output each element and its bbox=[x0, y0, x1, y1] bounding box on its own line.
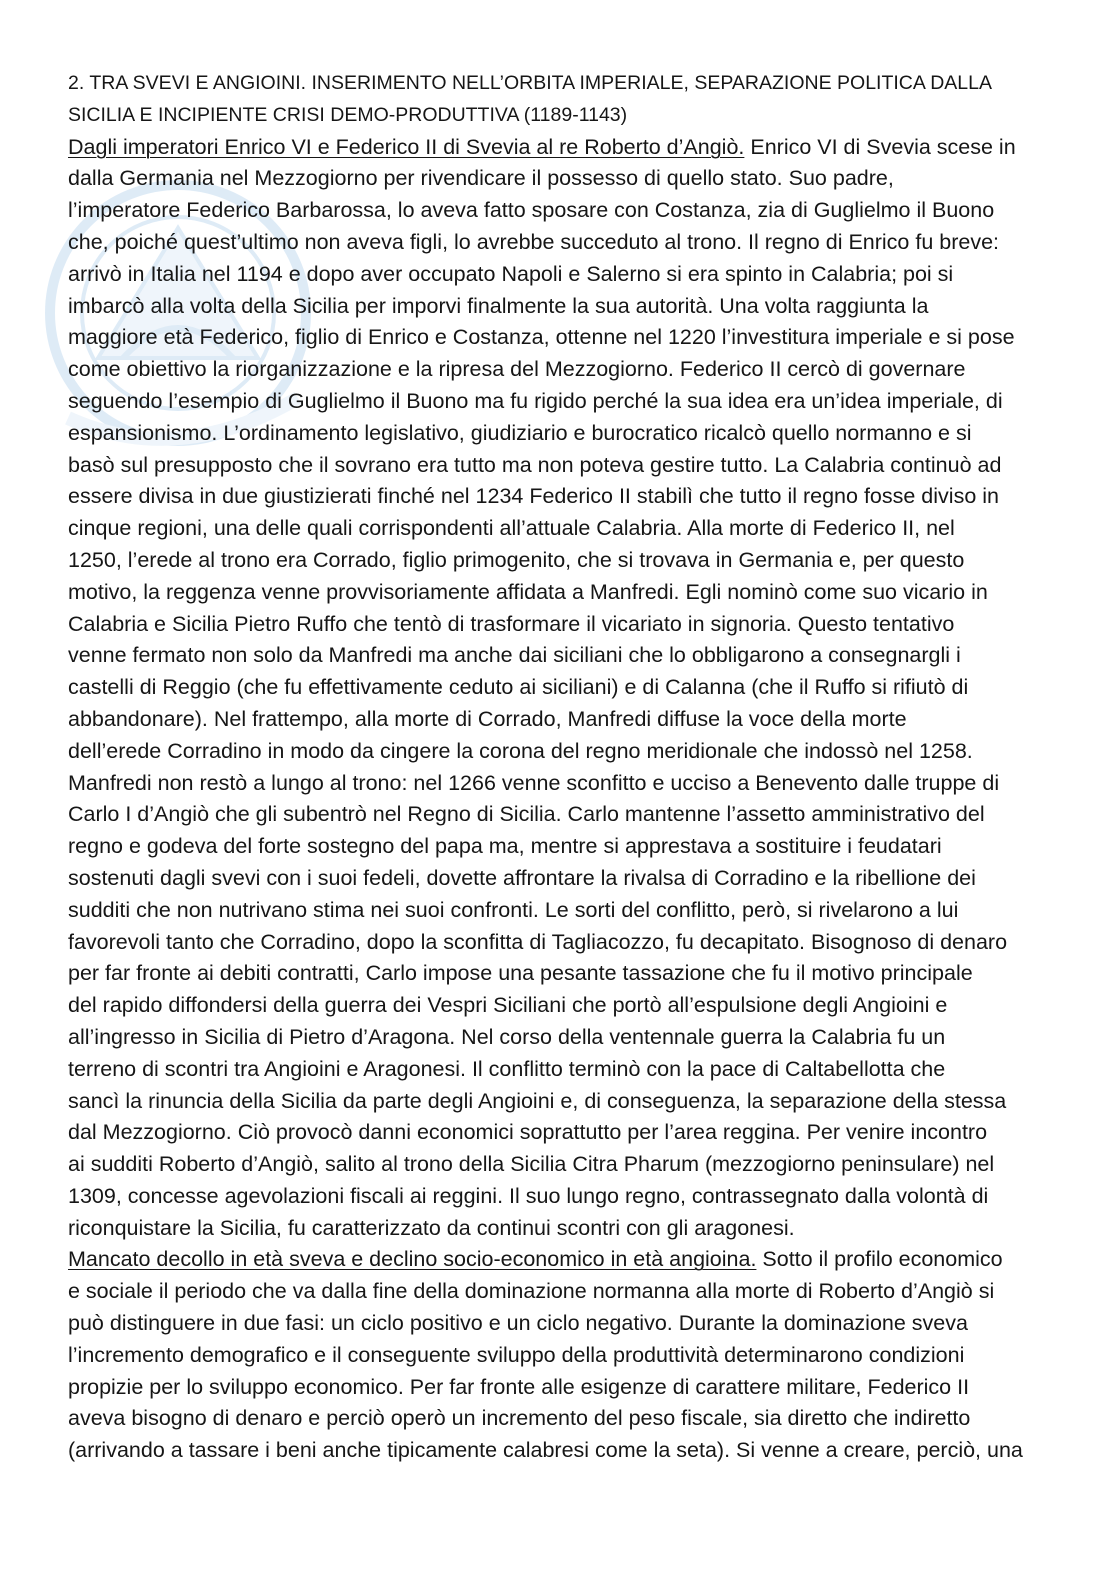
text-line: dell’erede Corradino in modo da cingere la corona del regno meridionale che indossò nel 1258. bbox=[68, 738, 973, 763]
section-svevi-angioini bbox=[68, 132, 1068, 1245]
text-line: come obiettivo la riorganizzazione e la ripresa del Mezzogiorno. Federico II cercò di governare bbox=[68, 357, 966, 382]
text-line: motivo, la reggenza venne provvisoriamente affidata a Manfredi. Egli nominò come suo vicario in bbox=[68, 579, 988, 604]
text-line: arrivò in Italia nel 1194 e dopo aver occupato Napoli e Salerno si era spinto in Calabria; poi si bbox=[68, 261, 954, 286]
text-line: Calabria e Sicilia Pietro Ruffo che tentò di trasformare il vicariato in signoria. Questo tentativo bbox=[68, 611, 955, 636]
text-line: 1250, l’erede al trono era Corrado, figlio primogenito, che si trovava in Germania e, per questo bbox=[68, 547, 965, 572]
text-line: riconquistare la Sicilia, fu caratterizzato da continui scontri con gli aragonesi. bbox=[68, 1215, 795, 1240]
section-lead: Enrico VI di Svevia scese in bbox=[750, 134, 1016, 159]
text-line: Carlo I d’Angiò che gli subentrò nel Regno di Sicilia. Carlo mantenne l’assetto amministrativo del bbox=[68, 802, 985, 827]
document-page bbox=[68, 68, 1068, 1467]
text-line: dalla Germania nel Mezzogiorno per rivendicare il possesso di quello stato. Suo padre, bbox=[68, 166, 894, 191]
text-line: sostenuti dagli svevi con i suoi fedeli, dovette affrontare la rivalsa di Corradino e la ribellione dei bbox=[68, 865, 976, 890]
text-line: abbandonare). Nel frattempo, alla morte di Corrado, Manfredi diffuse la voce della morte bbox=[68, 706, 907, 731]
text-line: l’imperatore Federico Barbarossa, lo aveva fatto sposare con Costanza, zia di Guglielmo il Buono bbox=[68, 198, 995, 223]
text-line: sancì la rinuncia della Sicilia da parte degli Angioini e, di conseguenza, la separazione della stessa bbox=[68, 1088, 1007, 1113]
text-line: che, poiché quest’ultimo non aveva figli, lo avrebbe succeduto al trono. Il regno di Enrico fu breve: bbox=[68, 229, 1000, 254]
section-title: Mancato decollo in età sveva e declino socio-economico in età angioina. bbox=[68, 1247, 757, 1272]
text-line: (arrivando a tassare i beni anche tipicamente calabresi come la seta). Si venne a creare, perciò, una bbox=[68, 1438, 1023, 1463]
text-line bbox=[68, 132, 1068, 164]
section-title: Dagli imperatori Enrico VI e Federico II di Svevia al re Roberto d’Angiò. bbox=[68, 134, 745, 159]
text-line: aveva bisogno di denaro e perciò operò un incremento del peso fiscale, sia diretto che indiretto bbox=[68, 1406, 971, 1431]
text-line: favorevoli tanto che Corradino, dopo la sconfitta di Tagliacozzo, fu decapitato. Bisognoso di denaro bbox=[68, 929, 1008, 954]
text-line: per far fronte ai debiti contratti, Carlo impose una pesante tassazione che fu il motivo principale bbox=[68, 961, 973, 986]
text-line: sudditi che non nutrivano stima nei suoi confronti. Le sorti del conflitto, però, si rivelarono a lui bbox=[68, 897, 959, 922]
text-line: espansionismo. L’ordinamento legislativo, giudiziario e burocratico ricalcò quello normanno e si bbox=[68, 420, 972, 445]
text-line: del rapido diffondersi della guerra dei Vespri Siciliani che portò all’espulsione degli Angioini e bbox=[68, 993, 948, 1018]
section-declino-socio-economico bbox=[68, 1244, 1068, 1467]
text-line: venne fermato non solo da Manfredi ma anche dai siciliani che lo obbligarono a consegnargli i bbox=[68, 643, 961, 668]
text-line: imbarcò alla volta della Sicilia per imporvi finalmente la sua autorità. Una volta raggiunta la bbox=[68, 293, 929, 318]
text-line: ai sudditi Roberto d’Angiò, salito al trono della Sicilia Citra Pharum (mezzogiorno peninsulare) nel bbox=[68, 1152, 995, 1177]
text-line: 1309, concesse agevolazioni fiscali ai reggini. Il suo lungo regno, contrassegnato dalla volontà di bbox=[68, 1183, 989, 1208]
text-line bbox=[68, 1244, 1068, 1276]
text-line: l’incremento demografico e il conseguente sviluppo della produttività determinarono condizioni bbox=[68, 1342, 965, 1367]
text-line: e sociale il periodo che va dalla fine della dominazione normanna alla morte di Roberto d’Angiò si bbox=[68, 1279, 995, 1304]
text-line: maggiore età Federico, figlio di Enrico e Costanza, ottenne nel 1220 l’investitura imperiale e si pose bbox=[68, 325, 1015, 350]
text-line: seguendo l’esempio di Guglielmo il Buono ma fu rigido perché la sua idea era un’idea imperiale, di bbox=[68, 388, 1003, 413]
text-line: terreno di scontri tra Angioini e Aragonesi. Il conflitto terminò con la pace di Caltabellotta che bbox=[68, 1056, 946, 1081]
text-line: basò sul presupposto che il sovrano era tutto ma non poteva gestire tutto. La Calabria continuò ad bbox=[68, 452, 1002, 477]
text-line: propizie per lo sviluppo economico. Per far fronte alle esigenze di carattere militare, Federico II bbox=[68, 1374, 970, 1399]
heading-line: SICILIA E INCIPIENTE CRISI DEMO-PRODUTTIVA (1189-1143) bbox=[68, 103, 628, 126]
heading-line: 2. TRA SVEVI E ANGIOINI. INSERIMENTO NELL’ORBITA IMPERIALE, SEPARAZIONE POLITICA DALLA bbox=[68, 72, 993, 94]
text-line: Manfredi non restò a lungo al trono: nel 1266 venne sconfitto e ucciso a Benevento dalle truppe di bbox=[68, 770, 1000, 795]
text-line: all’ingresso in Sicilia di Pietro d’Aragona. Nel corso della ventennale guerra la Calabria fu un bbox=[68, 1024, 946, 1049]
text-line: cinque regioni, una delle quali corrispondenti all’attuale Calabria. Alla morte di Federico II, nel bbox=[68, 516, 955, 541]
text-line: può distinguere in due fasi: un ciclo positivo e un ciclo negativo. Durante la dominazione sveva bbox=[68, 1311, 968, 1336]
text-line: essere divisa in due giustizierati finché nel 1234 Federico II stabilì che tutto il regno fosse diviso in bbox=[68, 484, 999, 509]
text-line: regno e godeva del forte sostegno del papa ma, mentre si apprestava a sostituire i feudatari bbox=[68, 834, 942, 859]
section-lead: Sotto il profilo economico bbox=[762, 1247, 1003, 1272]
chapter-heading bbox=[68, 68, 1068, 132]
text-line: castelli di Reggio (che fu effettivamente ceduto ai siciliani) e di Calanna (che il Ruffo si rifiutò di bbox=[68, 675, 969, 700]
text-line: dal Mezzogiorno. Ciò provocò danni economici soprattutto per l’area reggina. Per venire incontro bbox=[68, 1120, 988, 1145]
